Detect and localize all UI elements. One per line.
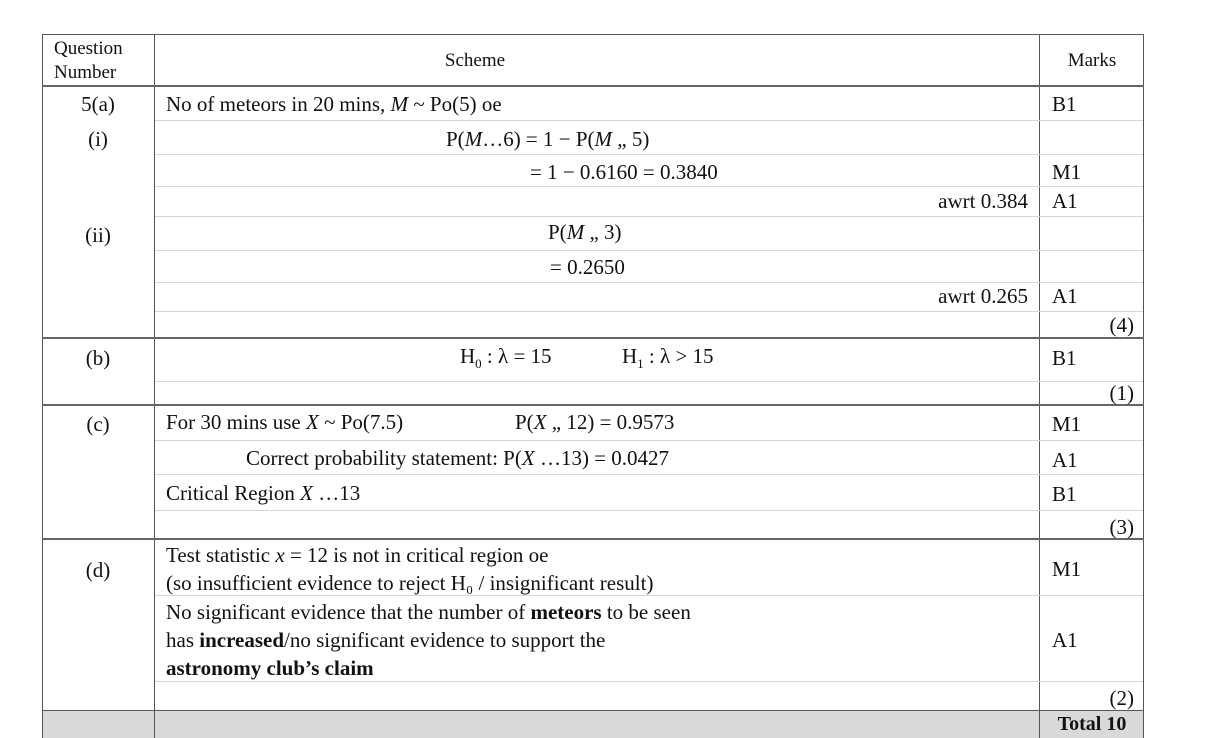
- scheme-b-h0: $H_0$ : λ = 15: [460, 344, 552, 372]
- mark-d-a1: A1: [1052, 628, 1078, 652]
- row-line: [155, 120, 1143, 121]
- row-line: [155, 282, 1143, 283]
- scheme-c-line1a: For 30 mins use X ~ Po(7.5): [166, 410, 404, 434]
- total-marks: Total 10: [1057, 713, 1127, 735]
- total-row: [42, 711, 1144, 738]
- column-divider: [154, 34, 155, 738]
- mark-a-i-m1: M1: [1052, 160, 1082, 184]
- part-label-d: (d): [85, 558, 111, 582]
- mark-c-m1: M1: [1052, 412, 1082, 436]
- scheme-a-i-awrt: awrt 0.384: [938, 189, 1028, 213]
- scheme-b-h1: $H_1$ : λ > 15: [622, 344, 714, 372]
- row-line: [155, 154, 1143, 155]
- scheme-a-line1: No of meteors in 20 mins, M ~ Po(5) oe: [166, 92, 502, 116]
- part-label-b: (b): [85, 346, 111, 370]
- row-line: [155, 595, 1143, 596]
- section-divider: [42, 538, 1144, 540]
- row-line: [155, 381, 1143, 382]
- table-border-right: [1143, 34, 1144, 738]
- scheme-d-line4: has increased/no significant evidence to support the: [166, 628, 606, 652]
- row-line: [155, 216, 1143, 217]
- row-line: [155, 311, 1143, 312]
- header-divider: [42, 85, 1144, 87]
- scheme-c-line3: Critical Region X …13: [166, 481, 361, 505]
- table-border-top: [42, 34, 1144, 35]
- row-line: [155, 510, 1143, 511]
- scheme-a-i-line1: P(M…6) = 1 − P(M „ 5): [446, 127, 650, 151]
- scheme-d-line2: (so insufficient evidence to reject H₀ / insignificant result): [166, 571, 654, 595]
- section-divider: [42, 337, 1144, 339]
- section-divider: [42, 404, 1144, 406]
- scheme-a-i-line2: = 1 − 0.6160 = 0.3840: [530, 160, 718, 184]
- mark-c-b1: B1: [1052, 482, 1077, 506]
- scheme-a-ii-awrt: awrt 0.265: [938, 284, 1028, 308]
- section-divider: [42, 710, 1144, 711]
- subtotal-b: (1): [1109, 381, 1134, 405]
- header-question-number-line2: Number: [54, 62, 117, 83]
- header-scheme: Scheme: [444, 50, 506, 71]
- part-label-a-ii: (ii): [85, 223, 111, 247]
- part-label-c: (c): [86, 412, 110, 436]
- scheme-d-line3: No significant evidence that the number of meteors to be seen: [166, 600, 691, 624]
- row-line: [155, 186, 1143, 187]
- scheme-d-line5: astronomy club’s claim: [166, 656, 374, 680]
- header-marks: Marks: [1067, 50, 1117, 71]
- row-line: [155, 250, 1143, 251]
- row-line: [155, 474, 1143, 475]
- part-label-a: 5(a): [81, 92, 115, 116]
- mark-d-m1: M1: [1052, 557, 1082, 581]
- scheme-c-line2: Correct probability statement: P(X …13) = 0.0427: [246, 446, 670, 470]
- mark-c-a1: A1: [1052, 448, 1078, 472]
- scheme-a-ii-line1: P(M „ 3): [548, 220, 622, 244]
- mark-a-line1: B1: [1052, 92, 1077, 116]
- part-label-a-i: (i): [88, 127, 108, 151]
- header-question-number-line1: Question: [54, 38, 123, 59]
- subtotal-d: (2): [1109, 686, 1134, 710]
- mark-a-ii-a1: A1: [1052, 284, 1078, 308]
- row-line: [155, 440, 1143, 441]
- scheme-c-line1b: P(X „ 12) = 0.9573: [515, 410, 675, 434]
- mark-b: B1: [1052, 346, 1077, 370]
- mark-a-i-a1: A1: [1052, 189, 1078, 213]
- row-line: [155, 681, 1143, 682]
- subtotal-c: (3): [1109, 515, 1134, 539]
- subtotal-a: (4): [1109, 313, 1134, 337]
- scheme-d-line1: Test statistic x = 12 is not in critical region oe: [166, 543, 549, 567]
- scheme-a-ii-line2: = 0.2650: [550, 255, 625, 279]
